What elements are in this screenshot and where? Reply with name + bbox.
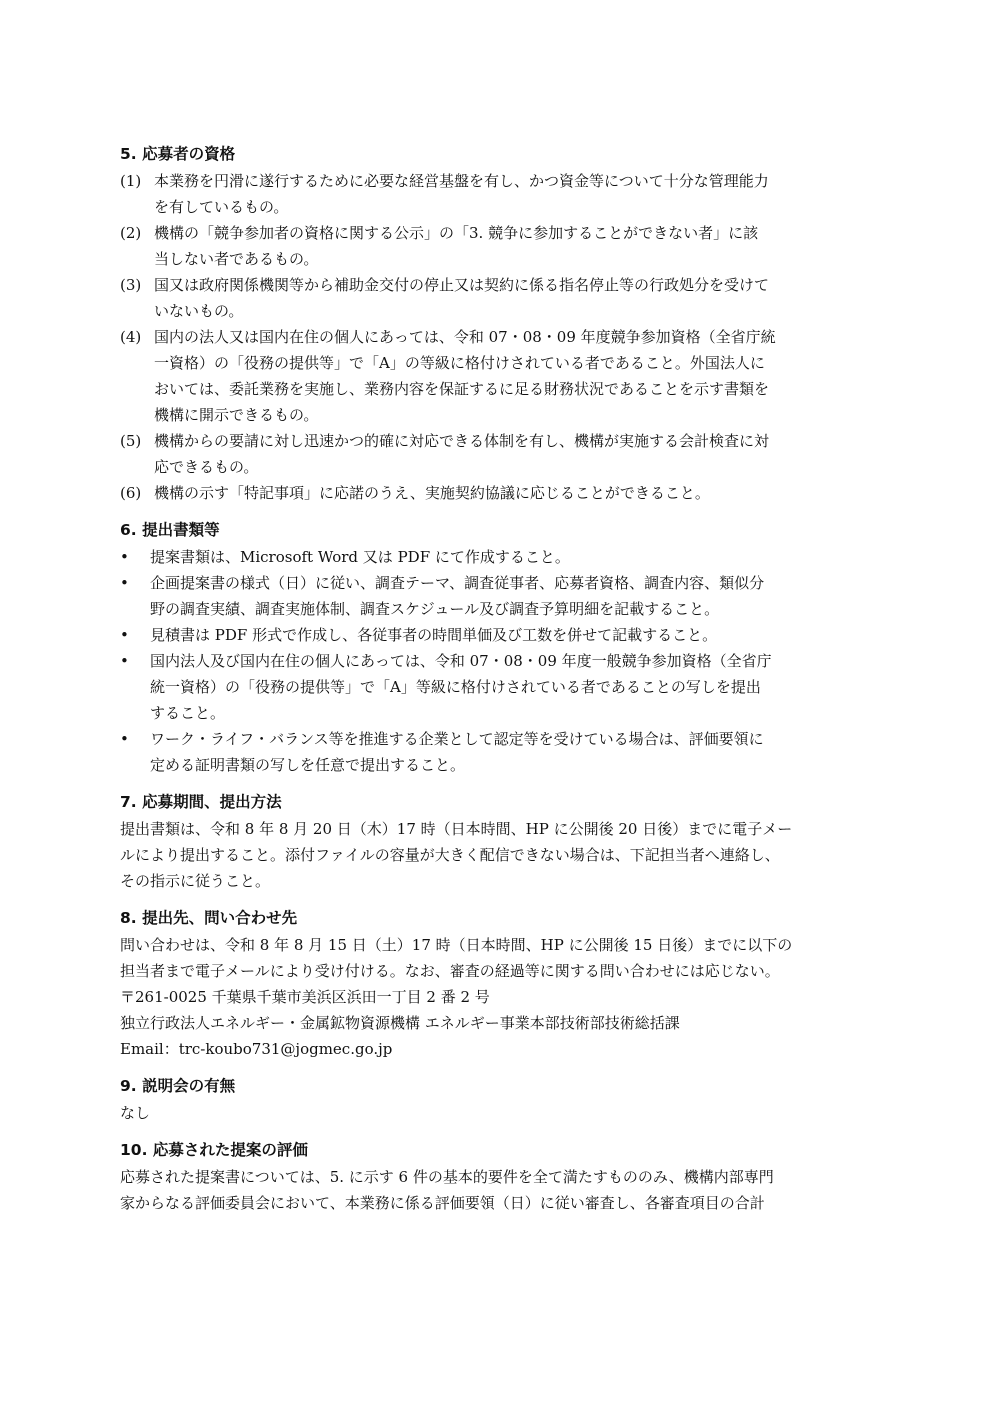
body-text-line: その指示に従うこと。 (120, 872, 271, 890)
item-number: (4) (120, 328, 142, 346)
item-number: (6) (120, 484, 142, 502)
item-text-line: を有しているもの。 (154, 198, 289, 216)
section-5-list (120, 168, 890, 506)
postal-address: 〒261-0025 千葉県千葉市美浜区浜田一丁目 2 番 2 号 (120, 988, 490, 1006)
section-9-body (120, 1100, 890, 1126)
body-text-line: 問い合わせは、令和 8 年 8 月 15 日（土）17 時（日本時間、HP に公開後 15 日後）までに以下の (120, 936, 793, 954)
item-text-line: すること。 (150, 704, 226, 722)
item-text-line: 本業務を円滑に遂行するために必要な経営基盤を有し、かつ資金等について十分な管理能力 (154, 172, 769, 190)
section-5 (120, 140, 890, 506)
list-item (120, 428, 890, 480)
list-item (120, 324, 890, 428)
section-7-body (120, 816, 890, 894)
document-page (120, 140, 890, 1226)
item-text-line: 国又は政府関係機関等から補助金交付の停止又は契約に係る指名停止等の行政処分を受けて (154, 276, 770, 294)
list-item (120, 168, 890, 220)
item-number: (5) (120, 432, 142, 450)
item-text-line: 企画提案書の様式（日）に従い、調査テーマ、調査従事者、応募者資格、調査内容、類似分 (150, 574, 765, 592)
department-name: 独立行政法人エネルギー・金属鉱物資源機構 エネルギー事業本部技術部技術総括課 (120, 1014, 680, 1032)
section-8-body (120, 932, 890, 1062)
list-item (120, 480, 890, 506)
item-text-line: 国内の法人又は国内在住の個人にあっては、令和 07・08・09 年度競争参加資格（全省庁統 (154, 328, 776, 346)
section-10 (120, 1136, 890, 1216)
section-7 (120, 788, 890, 894)
section-6-heading: 6. 提出書類等 (120, 521, 220, 539)
section-8-heading: 8. 提出先、問い合わせ先 (120, 909, 298, 927)
item-number: (3) (120, 276, 142, 294)
section-9-heading: 9. 説明会の有無 (120, 1077, 236, 1095)
bullet-icon: • (120, 548, 129, 566)
item-number: (2) (120, 224, 142, 242)
item-text-line: おいては、委託業務を実施し、業務内容を保証するに足る財務状況であることを示す書類を (154, 380, 770, 398)
section-5-heading: 5. 応募者の資格 (120, 145, 236, 163)
body-text-line: 家からなる評価委員会において、本業務に係る評価要領（日）に従い審査し、各審査項目の合計 (120, 1194, 765, 1212)
contact-email: Email：trc-koubo731@jogmec.go.jp (120, 1040, 393, 1058)
body-text-line: なし (120, 1104, 151, 1122)
item-text-line: 当しない者であるもの。 (154, 250, 319, 268)
item-text-line: 国内法人及び国内在住の個人にあっては、令和 07・08・09 年度一般競争参加資格（全省庁 (150, 652, 772, 670)
item-text-line: いないもの。 (154, 302, 244, 320)
item-text-line: 野の調査実績、調査実施体制、調査スケジュール及び調査予算明細を記載すること。 (150, 600, 720, 618)
item-text-line: 機構からの要請に対し迅速かつ的確に対応できる体制を有し、機構が実施する会計検査に対 (154, 432, 770, 450)
item-text-line: 見積書は PDF 形式で作成し、各従事者の時間単価及び工数を併せて記載すること。 (150, 626, 718, 644)
item-text-line: 定める証明書類の写しを任意で提出すること。 (150, 756, 466, 774)
list-item (120, 726, 890, 778)
bullet-icon: • (120, 652, 129, 670)
section-7-heading: 7. 応募期間、提出方法 (120, 793, 282, 811)
bullet-icon: • (120, 730, 129, 748)
list-item (120, 648, 890, 726)
section-6 (120, 516, 890, 778)
body-text-line: 応募された提案書については、5. に示す 6 件の基本的要件を全て満たすもののみ、機構内部専門 (120, 1168, 774, 1186)
item-text-line: 統一資格）の「役務の提供等」で「A」等級に格付けされている者であることの写しを提出 (150, 678, 761, 696)
section-10-heading: 10. 応募された提案の評価 (120, 1141, 308, 1159)
item-text-line: 機構の「競争参加者の資格に関する公示」の「3. 競争に参加することができない者」に該 (154, 224, 759, 242)
item-number: (1) (120, 172, 142, 190)
item-text-line: ワーク・ライフ・バランス等を推進する企業として認定等を受けている場合は、評価要領に (150, 730, 764, 748)
list-item (120, 622, 890, 648)
section-6-list (120, 544, 890, 778)
list-item (120, 220, 890, 272)
item-text-line: 応できるもの。 (154, 458, 259, 476)
list-item (120, 272, 890, 324)
list-item (120, 544, 890, 570)
bullet-icon: • (120, 626, 129, 644)
bullet-icon: • (120, 574, 129, 592)
body-text-line: 担当者まで電子メールにより受け付ける。なお、審査の経過等に関する問い合わせには応じない。 (120, 962, 780, 980)
body-text-line: 提出書類は、令和 8 年 8 月 20 日（木）17 時（日本時間、HP に公開後 20 日後）までに電子メー (120, 820, 793, 838)
item-text-line: 提案書類は、Microsoft Word 又は PDF にて作成すること。 (150, 548, 570, 566)
section-8 (120, 904, 890, 1062)
section-10-body (120, 1164, 890, 1216)
item-text-line: 機構の示す「特記事項」に応諾のうえ、実施契約協議に応じることができること。 (154, 484, 710, 502)
item-text-line: 一資格）の「役務の提供等」で「A」の等級に格付けされている者であること。外国法人に (154, 354, 765, 372)
body-text-line: ルにより提出すること。添付ファイルの容量が大きく配信できない場合は、下記担当者へ連絡し、 (120, 846, 780, 864)
section-9 (120, 1072, 890, 1126)
item-text-line: 機構に開示できるもの。 (154, 406, 319, 424)
list-item (120, 570, 890, 622)
